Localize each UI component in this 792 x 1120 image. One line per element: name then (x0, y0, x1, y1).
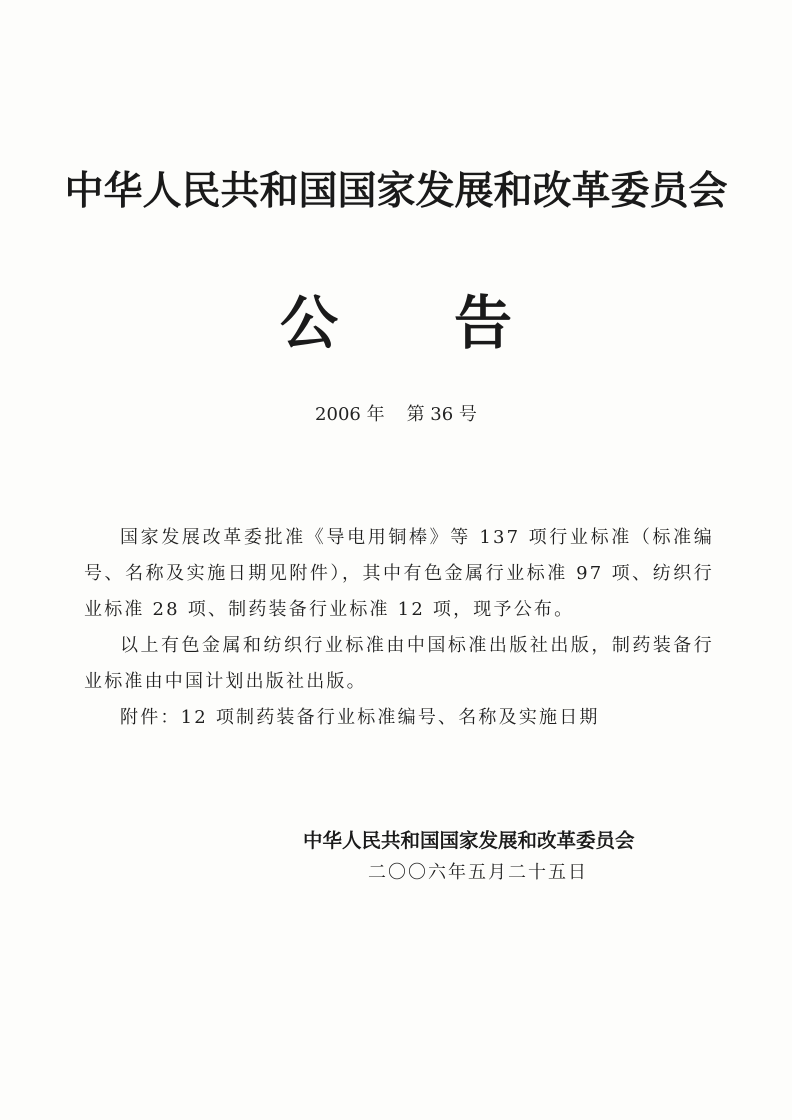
document-year: 2006 年 (315, 404, 385, 425)
notice-body (84, 520, 714, 736)
document-number (0, 400, 792, 426)
document-serial: 第 36 号 (406, 404, 477, 425)
notice-title-char-1: 公 (279, 289, 338, 357)
issuer-heading: 中华人民共和国国家发展和改革委员会 (64, 169, 728, 214)
notice-title (0, 276, 792, 360)
body-paragraph-approval: 国家发展改革委批准《导电用铜棒》等 137 项行业标准（标准编号、名称及实施日期见附件），其中有色金属行业标准 97 项、纺织行业标准 28 项、制药装备行业标准 12 项，现予公布。 (84, 527, 714, 620)
signature-organization: 中华人民共和国国家发展和改革委员会 (303, 829, 635, 852)
signature-date: 二〇〇六年五月二十五日 (368, 862, 588, 883)
body-paragraph-attachment: 附件：12 项制药装备行业标准编号、名称及实施日期 (120, 707, 600, 728)
body-paragraph-publishers: 以上有色金属和纺织行业标准由中国标准出版社出版，制药装备行业标准由中国计划出版社出版。 (84, 635, 714, 692)
notice-title-char-2: 告 (454, 289, 513, 357)
